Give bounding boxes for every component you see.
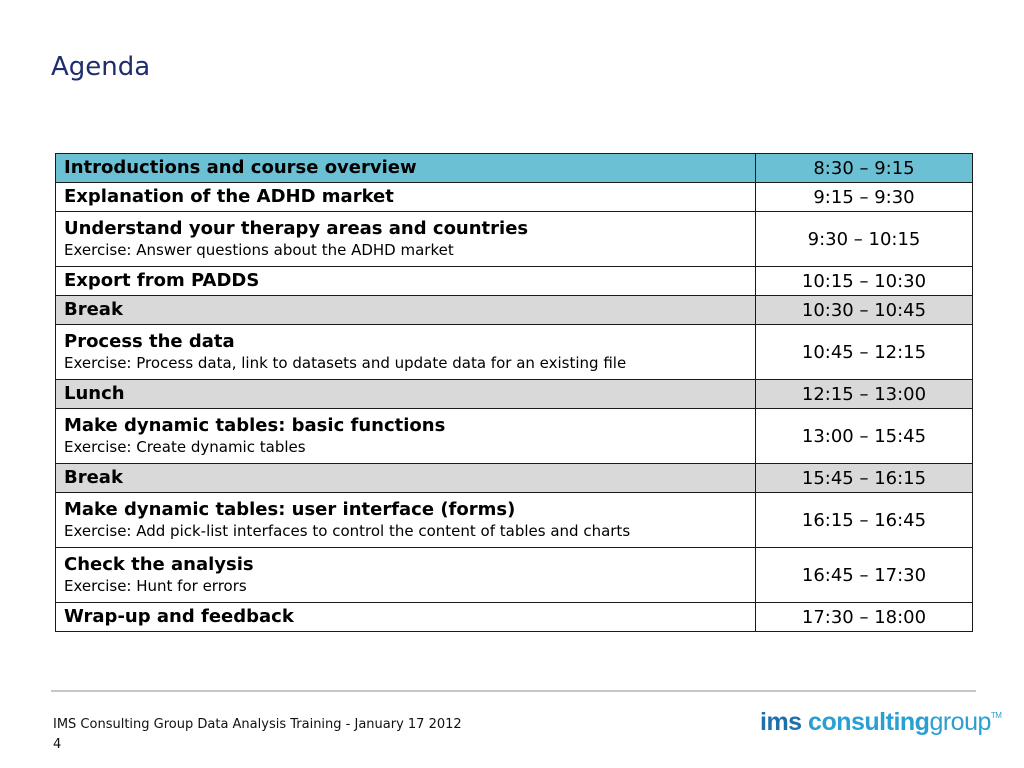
agenda-topic: Export from PADDS xyxy=(64,270,260,291)
agenda-topic: Make dynamic tables: user interface (forms) xyxy=(64,499,516,520)
agenda-topic-cell xyxy=(56,267,756,296)
agenda-row xyxy=(56,380,973,409)
footer-text: IMS Consulting Group Data Analysis Training - January 17 2012 xyxy=(53,717,462,732)
agenda-topic-cell xyxy=(56,409,756,464)
agenda-time: 9:15 – 9:30 xyxy=(756,183,973,212)
agenda-topic: Lunch xyxy=(64,383,125,404)
agenda-row xyxy=(56,493,973,548)
agenda-time: 16:45 – 17:30 xyxy=(756,548,973,603)
agenda-topic: Break xyxy=(64,299,123,320)
logo-group: group xyxy=(929,708,991,736)
agenda-topic: Wrap-up and feedback xyxy=(64,606,294,627)
agenda-row xyxy=(56,267,973,296)
agenda-row xyxy=(56,325,973,380)
agenda-topic-cell xyxy=(56,493,756,548)
agenda-topic-cell xyxy=(56,464,756,493)
page-number: 4 xyxy=(53,737,62,752)
agenda-time: 15:45 – 16:15 xyxy=(756,464,973,493)
agenda-time: 12:15 – 13:00 xyxy=(756,380,973,409)
agenda-topic: Introductions and course overview xyxy=(64,157,417,178)
agenda-time: 17:30 – 18:00 xyxy=(756,603,973,632)
agenda-table-body xyxy=(56,154,973,632)
agenda-time: 10:45 – 12:15 xyxy=(756,325,973,380)
agenda-exercise: Exercise: Add pick-list interfaces to control the content of tables and charts xyxy=(64,522,631,540)
agenda-time: 16:15 – 16:45 xyxy=(756,493,973,548)
agenda-topic: Check the analysis xyxy=(64,554,254,575)
logo-trademark: TM xyxy=(990,711,1002,720)
agenda-exercise: Exercise: Create dynamic tables xyxy=(64,438,306,456)
agenda-table xyxy=(55,153,973,632)
agenda-topic-cell xyxy=(56,212,756,267)
agenda-exercise: Exercise: Answer questions about the ADHD market xyxy=(64,241,454,259)
agenda-topic-cell xyxy=(56,548,756,603)
ims-consulting-group-logo xyxy=(760,708,1001,737)
footer-divider xyxy=(51,690,976,692)
agenda-row xyxy=(56,296,973,325)
agenda-row xyxy=(56,212,973,267)
agenda-row xyxy=(56,183,973,212)
agenda-row xyxy=(56,409,973,464)
agenda-topic: Understand your therapy areas and countries xyxy=(64,218,529,239)
agenda-topic-cell xyxy=(56,183,756,212)
agenda-time: 8:30 – 9:15 xyxy=(756,154,973,183)
agenda-time: 9:30 – 10:15 xyxy=(756,212,973,267)
agenda-topic: Make dynamic tables: basic functions xyxy=(64,415,446,436)
agenda-row xyxy=(56,603,973,632)
agenda-topic-cell xyxy=(56,380,756,409)
agenda-time: 13:00 – 15:45 xyxy=(756,409,973,464)
agenda-topic-cell xyxy=(56,296,756,325)
agenda-exercise: Exercise: Process data, link to datasets and update data for an existing file xyxy=(64,354,627,372)
page-title: Agenda xyxy=(51,52,151,82)
agenda-row xyxy=(56,154,973,183)
agenda-topic-cell xyxy=(56,154,756,183)
agenda-topic-cell xyxy=(56,603,756,632)
agenda-topic: Process the data xyxy=(64,331,235,352)
agenda-topic: Explanation of the ADHD market xyxy=(64,186,394,207)
agenda-row xyxy=(56,464,973,493)
agenda-topic: Break xyxy=(64,467,123,488)
logo-ims: ims xyxy=(760,708,802,736)
agenda-exercise: Exercise: Hunt for errors xyxy=(64,577,247,595)
logo-consulting: consulting xyxy=(808,708,930,736)
agenda-row xyxy=(56,548,973,603)
agenda-topic-cell xyxy=(56,325,756,380)
agenda-time: 10:30 – 10:45 xyxy=(756,296,973,325)
agenda-time: 10:15 – 10:30 xyxy=(756,267,973,296)
